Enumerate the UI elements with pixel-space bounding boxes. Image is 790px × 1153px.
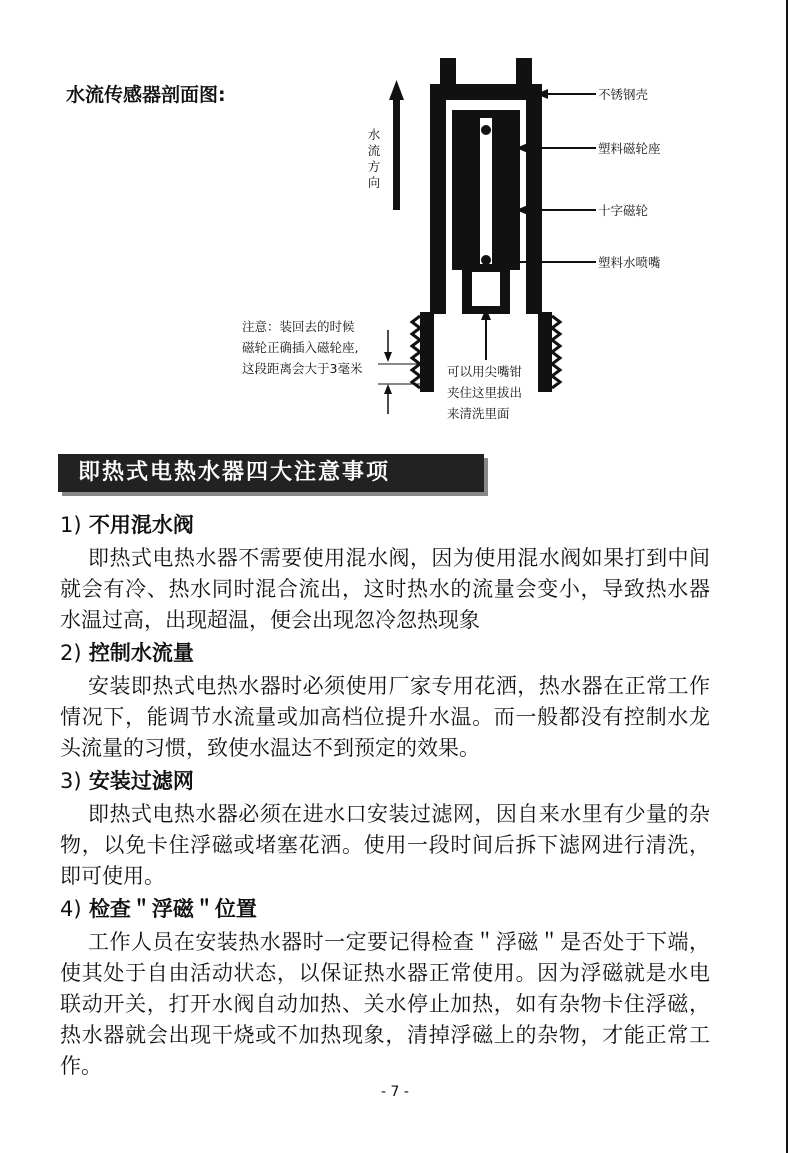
precaution-number: 1) [60, 513, 82, 537]
precaution-title: 不用混水阀 [88, 513, 194, 537]
precaution-body: 即热式电热水器必须在进水口安装过滤网，因自来水里有少量的杂物，以免卡住浮磁或堵塞花洒。使用一段时间后拆下滤网进行清洗，即可使用。 [60, 802, 710, 888]
note-line: 注意：装回去的时候 [242, 319, 355, 334]
wheel-seat [452, 110, 520, 278]
installation-note [242, 316, 362, 379]
precaution-title: 安装过滤网 [88, 769, 194, 793]
note-line: 磁轮正确插入磁轮座, [242, 340, 359, 355]
precaution-title: 检查＂浮磁＂位置 [88, 897, 257, 921]
label-cross-magnet-wheel: 十字磁轮 [598, 203, 649, 218]
page-number: - 7 - [381, 1084, 409, 1100]
precaution-heading [60, 764, 720, 799]
pliers-line: 夹住这里拔出 [447, 385, 523, 400]
precaution-number: 2) [60, 641, 82, 665]
precaution-item [60, 508, 720, 636]
flow-direction-label: 水流方向 [367, 127, 381, 190]
precaution-body: 即热式电热水器不需要使用混水阀，因为使用混水阀如果打到中间就会有冷、热水同时混合流出，这时热水的流量会变小，导致热水器水温过高，出现超温，便会出现忽冷忽热现象 [60, 546, 710, 632]
flow-direction-arrow [389, 80, 404, 210]
precaution-body: 安装即热式电热水器时必须使用厂家专用花洒，热水器在正常工作情况下，能调节水流量或加高档位提升水温。而一般都没有控制水龙头流量的习惯，致使水温达不到预定的效果。 [60, 674, 710, 760]
precaution-title: 控制水流量 [88, 641, 194, 665]
precaution-body: 工作人员在安装热水器时一定要记得检查＂浮磁＂是否处于下端，使其处于自由活动状态，以保证热水器正常使用。因为浮磁就是水电联动开关，打开水阀自动加热、关水停止加热，如有杂物卡住浮磁，热水器就会出现干烧或不加热现象，清掉浮磁上的杂物，才能正常工作。 [60, 930, 710, 1078]
section-banner: 即热式电热水器四大注意事项 [58, 454, 484, 492]
pliers-note [447, 361, 522, 424]
precaution-item [60, 636, 720, 764]
precaution-item [60, 892, 720, 1082]
label-stainless-shell: 不锈钢壳 [598, 87, 649, 102]
label-wheel-seat: 塑料磁轮座 [598, 141, 661, 156]
precaution-heading [60, 892, 720, 927]
precaution-number: 4) [60, 897, 82, 921]
diagram-title: 水流传感器剖面图: [66, 84, 226, 106]
note-line: 这段距离会大于3毫米 [242, 361, 363, 376]
precaution-item [60, 764, 720, 892]
sensor-cross-section-diagram [0, 0, 790, 440]
precaution-heading [60, 636, 720, 671]
precautions-list [60, 508, 720, 1082]
pliers-line: 来清洗里面 [447, 406, 510, 421]
label-water-nozzle: 塑料水喷嘴 [598, 255, 661, 270]
water-nozzle [462, 264, 510, 314]
precaution-heading [60, 508, 720, 543]
pliers-line: 可以用尖嘴钳 [447, 364, 523, 379]
precaution-number: 3) [60, 769, 82, 793]
